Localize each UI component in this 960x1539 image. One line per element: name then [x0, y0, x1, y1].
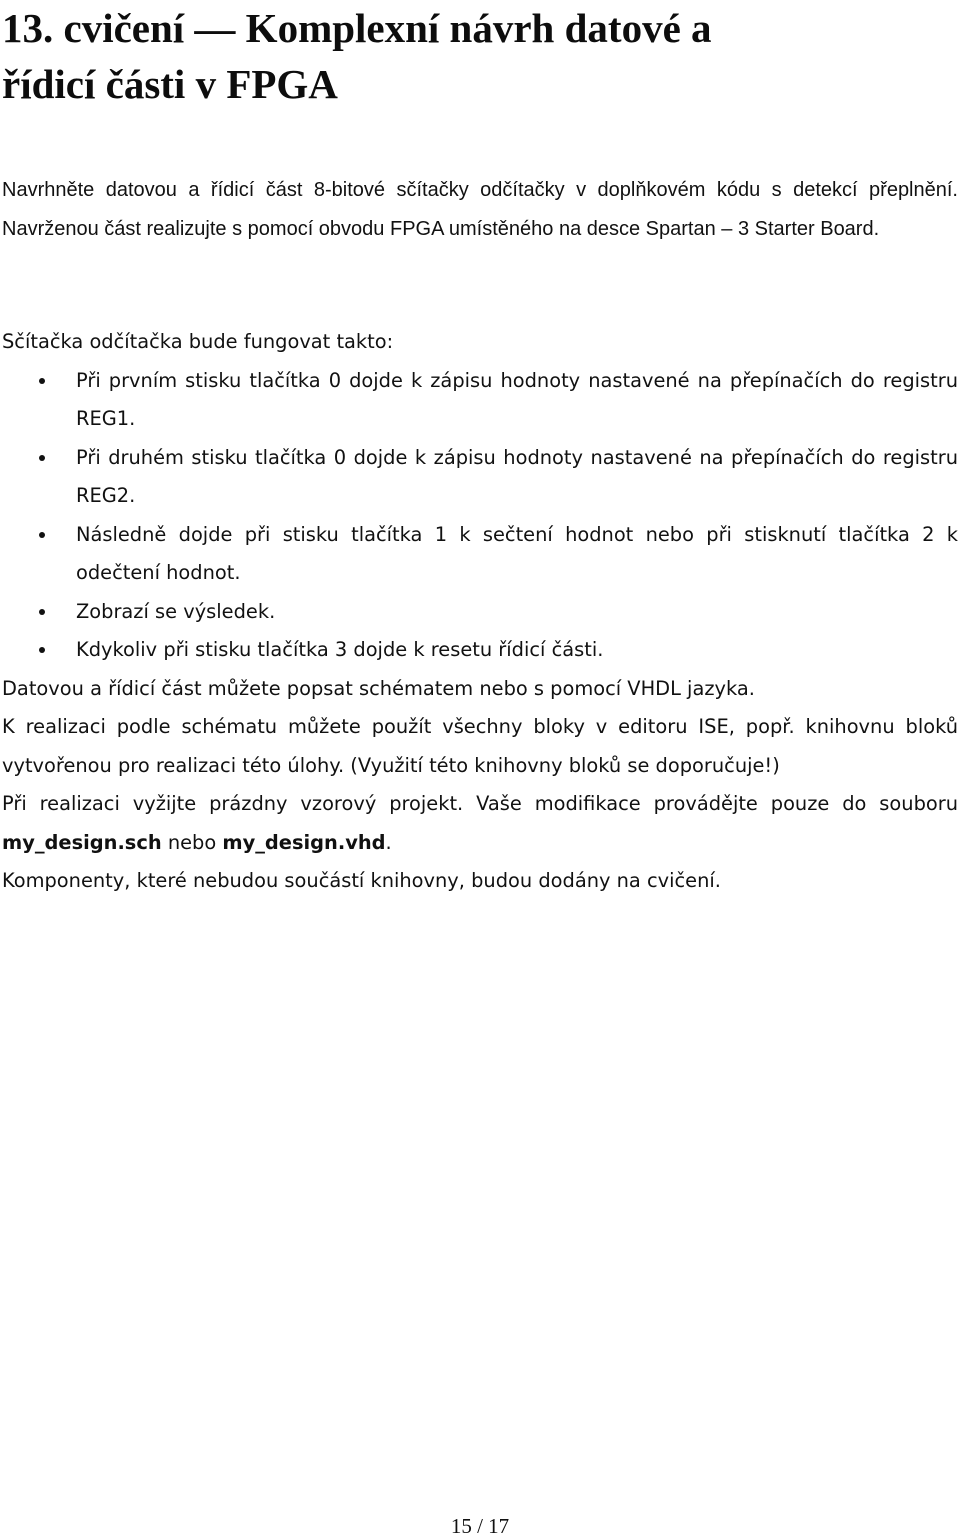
list-item-text: Při druhém stisku tlačítka 0 dojde k zápisu hodnoty nastavené na přepínačích do registru REG2. [76, 445, 958, 507]
bullet-icon [39, 532, 45, 538]
schematic-filename: my_design.sch [2, 830, 162, 854]
list-item-text: Následně dojde při stisku tlačítka 1 k sečtení hodnot nebo při stisknutí tlačítka 2 k odečtení hodnot. [76, 522, 958, 584]
list-item-text: Kdykoliv při stisku tlačítka 3 dojde k resetu řídicí části. [76, 638, 604, 661]
intro-paragraph: Navrhněte datovou a řídicí část 8-bitové sčítačky odčítačky v doplňkovém kódu s detekcí přeplnění. Navrženou část realizujte s pomocí obvodu FPGA umístěného na desce Spartan – 3 Starter Board. [2, 179, 958, 240]
project-paragraph-end: . [385, 830, 392, 854]
list-item-text: Zobrazí se výsledek. [76, 599, 276, 623]
behavior-heading: Sčítačka odčítačka bude fungovat takto: [2, 330, 394, 353]
list-item [2, 593, 958, 632]
list-item [2, 516, 958, 593]
page-title-line-1: 13. cvičení — Komplexní návrh datové a [2, 5, 712, 51]
page-number: 15 / 17 [450, 1514, 510, 1538]
list-item [2, 631, 958, 670]
page-title-line-2: řídicí části v FPGA [2, 61, 338, 107]
body-text [2, 323, 958, 901]
project-paragraph-lead: Při realizaci vyžijte prázdny vzorový projekt. Vaše modifikace provádějte pouze do souboru [2, 792, 958, 815]
list-item [2, 362, 958, 439]
behavior-list [2, 362, 958, 670]
project-paragraph-middle: nebo [161, 830, 223, 854]
bullet-icon [39, 378, 45, 384]
description-paragraph: Datovou a řídicí část můžete popsat schématem nebo s pomocí VHDL jazyka. [2, 676, 755, 700]
list-item-text: Při prvním stisku tlačítka 0 dojde k zápisu hodnoty nastavené na přepínačích do registru REG1. [76, 368, 958, 430]
vhdl-filename: my_design.vhd [222, 830, 386, 854]
bullet-icon [39, 647, 45, 653]
realization-paragraph: K realizaci podle schématu můžete použít všechny bloky v editoru ISE, popř. knihovnu bloků vytvořenou pro realizaci této úlohy. (Využití této knihovny bloků se doporučuje!) [2, 715, 958, 777]
list-item [2, 439, 958, 516]
bullet-icon [39, 609, 45, 615]
components-paragraph: Komponenty, které nebudou součástí knihovny, budou dodány na cvičení. [2, 869, 721, 892]
bullet-icon [39, 455, 45, 461]
page-title [2, 0, 942, 112]
project-paragraph [2, 785, 958, 862]
